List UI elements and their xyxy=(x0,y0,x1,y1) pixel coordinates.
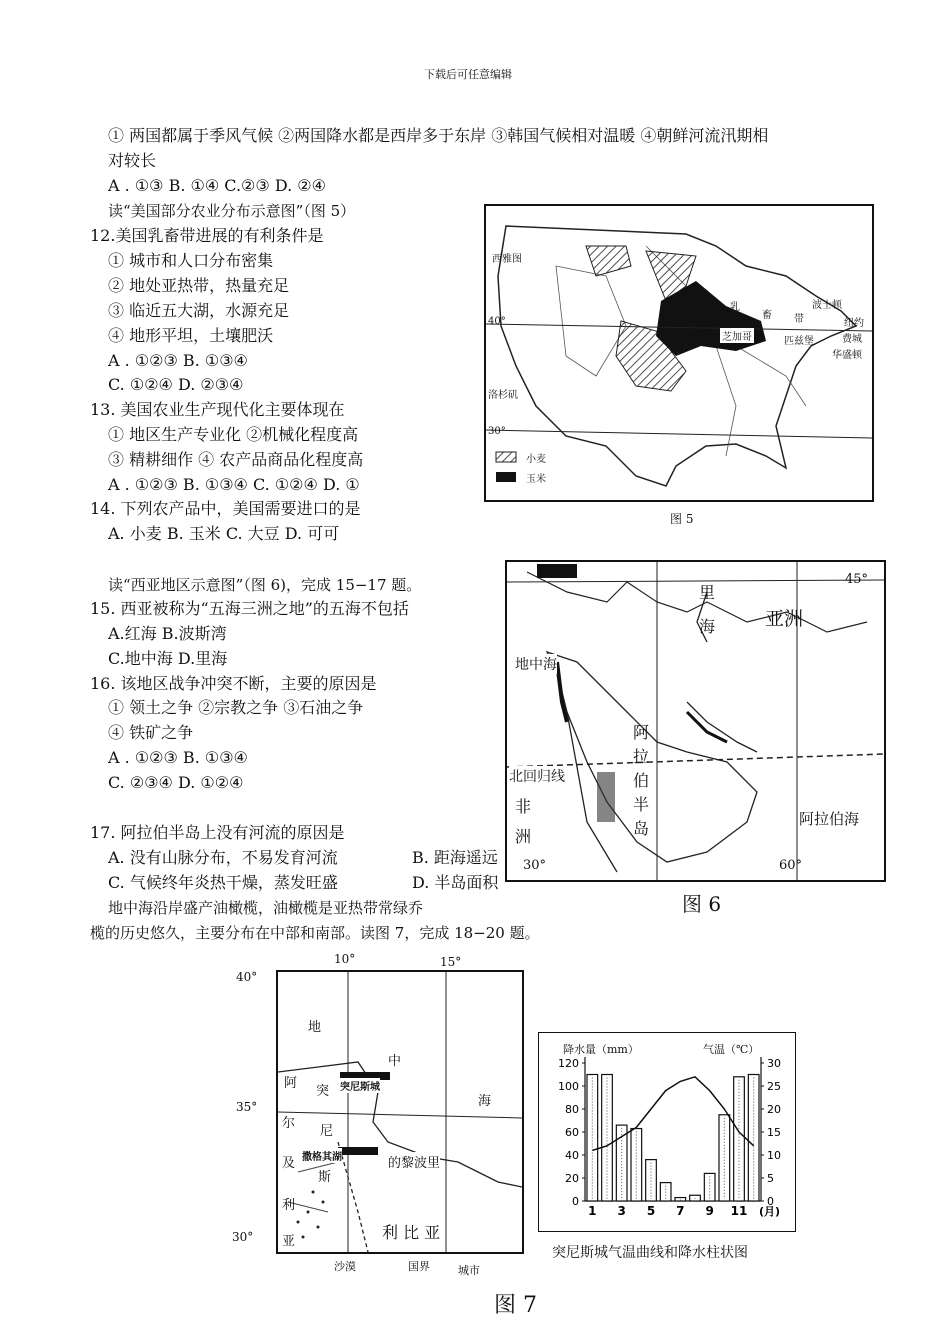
right-tick-label: 30 xyxy=(767,1057,781,1070)
q13-answers: A . ①②③ B. ①③④ C. ①②④ D. ① xyxy=(108,475,360,494)
north-africa-map-drawing xyxy=(278,972,522,1252)
wheat-legend-swatch xyxy=(496,452,516,462)
label-tunis-city: 突尼斯城 xyxy=(340,1078,380,1093)
label-arabia-2: 拉 xyxy=(633,747,650,766)
label-lon-60: 60° xyxy=(779,858,803,873)
corn-legend-swatch xyxy=(496,472,516,482)
q16-option-2: ④ 铁矿之争 xyxy=(108,723,194,742)
month-tick-label: 5 xyxy=(646,1204,656,1218)
legend-corn-label: 玉米 xyxy=(526,474,546,485)
label-philadelphia: 费城 xyxy=(842,334,862,345)
label-washington: 华盛顿 xyxy=(832,350,862,361)
label-arabia-3: 伯 xyxy=(633,771,650,790)
fig7-lon-10: 10° xyxy=(334,952,356,966)
label-dairy-1: 乳 xyxy=(730,302,740,313)
fig6-intro: 读“西亚地区示意图”（图 6)，完成 15−17 题。 xyxy=(108,576,422,594)
q16-stem: 16. 该地区战争冲突不断，主要的原因是 xyxy=(90,674,377,693)
legend-desert: 沙漠 xyxy=(334,1260,356,1273)
q15-options-ab: A.红海 B.波斯湾 xyxy=(108,624,227,643)
q14-stem: 14. 下列农产品中，美国需要进口的是 xyxy=(90,499,361,518)
right-tick-label: 15 xyxy=(767,1126,781,1139)
label-dairy-3: 带 xyxy=(794,314,804,325)
label-arabia-1: 阿 xyxy=(633,723,650,742)
label-seattle: 西雅图 xyxy=(492,254,522,265)
fig7-north-africa-map xyxy=(276,970,524,1254)
left-tick-label: 60 xyxy=(565,1126,579,1139)
label-arabia-5: 岛 xyxy=(633,819,650,838)
label-lat-40: 40° xyxy=(488,316,506,327)
q13-option-2: ③ 精耕细作 ④ 农产品商品化程度高 xyxy=(108,450,364,469)
left-tick-label: 40 xyxy=(565,1149,579,1162)
left-tick-label: 120 xyxy=(558,1057,579,1070)
q15-options-cd: C.地中海 D.里海 xyxy=(108,649,228,668)
q13-stem: 13. 美国农业生产现代化主要体现在 xyxy=(90,400,345,419)
q12-option-4: ④ 地形平坦，土壤肥沃 xyxy=(108,326,274,345)
right-tick-label: 20 xyxy=(767,1103,781,1116)
q12-option-2: ② 地处亚热带，热量充足 xyxy=(108,276,290,295)
q17-stem: 17. 阿拉伯半岛上没有河流的原因是 xyxy=(90,823,345,842)
fig7-caption: 图 7 xyxy=(494,1293,537,1318)
fig7-lon-15: 15° xyxy=(440,955,462,969)
q12-option-3: ③ 临近五大湖，水源充足 xyxy=(108,301,290,320)
precip-bar xyxy=(690,1195,701,1201)
label-si: 斯 xyxy=(318,1170,332,1185)
label-tropic-of-cancer: 北回归线 xyxy=(509,766,565,786)
legend-wheat-label: 小麦 xyxy=(526,454,546,465)
olive-text-line2: 榄的历史悠久，主要分布在中部和南部。读图 7，完成 18−20 题。 xyxy=(90,924,540,942)
month-tick-label: 9 xyxy=(705,1204,714,1218)
label-hai: 海 xyxy=(478,1094,492,1109)
q17-option-d: D. 半岛面积 xyxy=(412,873,499,892)
label-caspian-2: 海 xyxy=(699,617,716,636)
q11-statement-cont: 对较长 xyxy=(108,151,157,170)
label-africa-2: 洲 xyxy=(515,827,532,846)
q16-option-1: ① 领土之争 ②宗教之争 ③石油之争 xyxy=(108,698,364,717)
q17-option-a: A. 没有山脉分布，不易发育河流 xyxy=(108,848,338,867)
right-tick-label: 5 xyxy=(767,1172,774,1185)
climate-right-axis-label: 气温（℃） xyxy=(703,1043,760,1056)
label-asia: 亚洲 xyxy=(765,608,804,630)
left-tick-label: 20 xyxy=(565,1172,579,1185)
label-a: 阿 xyxy=(284,1076,298,1091)
label-ya: 亚 xyxy=(282,1234,296,1249)
label-africa-1: 非 xyxy=(515,797,532,816)
label-lat-30: 30° xyxy=(488,426,506,437)
label-mediterranean: 地中海 xyxy=(515,654,557,674)
label-tu: 突 xyxy=(316,1084,330,1099)
q11-options: A . ①③ B. ①④ C.②③ D. ②④ xyxy=(108,176,326,195)
climate-chart-panel xyxy=(538,1032,796,1232)
left-tick-label: 0 xyxy=(572,1195,579,1208)
q11-statement: ① 两国都属于季风气候 ②两国降水都是西岸多于东岸 ③韩国气候相对温暖 ④朝鲜河流汛期相 xyxy=(108,126,769,145)
label-er: 尔 xyxy=(282,1116,296,1131)
label-dairy-2: 畜 xyxy=(762,310,772,321)
month-tick-label: 1 xyxy=(588,1204,597,1218)
right-tick-label: 0 xyxy=(767,1195,774,1208)
q12-option-1: ① 城市和人口分布密集 xyxy=(108,251,274,270)
month-tick-label: 3 xyxy=(617,1204,626,1218)
label-chicago: 芝加哥 xyxy=(720,328,754,343)
right-tick-label: 25 xyxy=(767,1080,781,1093)
olive-text-line1: 地中海沿岸盛产油橄榄，油橄榄是亚热带常绿乔 xyxy=(108,899,424,917)
label-newyork: 纽约 xyxy=(844,318,864,329)
climate-left-axis-label: 降水量（mm） xyxy=(563,1043,639,1056)
q15-stem: 15. 西亚被称为“五海三洲之地”的五海不包括 xyxy=(90,599,409,618)
q12-answers-cd: C. ①②④ D. ②③④ xyxy=(108,375,244,394)
climate-chart-caption: 突尼斯城气温曲线和降水柱状图 xyxy=(552,1245,748,1261)
label-lake: 撒格其湖 xyxy=(302,1148,342,1163)
fig6-caption: 图 6 xyxy=(682,892,722,916)
label-zhong: 中 xyxy=(388,1054,402,1069)
q17-option-b: B. 距海遥远 xyxy=(412,848,498,867)
label-arabian-sea: 阿拉伯海 xyxy=(799,810,860,828)
fig6-west-asia-map xyxy=(505,560,886,882)
fig7-lat-35: 35° xyxy=(236,1100,258,1114)
label-ni: 尼 xyxy=(320,1124,334,1139)
page-header: 下载后可任意编辑 xyxy=(424,68,512,81)
fig5-us-agriculture-map xyxy=(484,204,874,502)
label-lat-45: 45° xyxy=(845,572,869,587)
q13-option-1: ① 地区生产专业化 ②机械化程度高 xyxy=(108,425,359,444)
label-li: 利 xyxy=(282,1198,296,1213)
q12-answers-ab: A . ①②③ B. ①③④ xyxy=(108,351,248,370)
left-tick-label: 100 xyxy=(558,1080,579,1093)
label-ji: 及 xyxy=(282,1156,296,1171)
q12-stem: 12.美国乳畜带进展的有利条件是 xyxy=(90,226,324,245)
right-tick-label: 10 xyxy=(767,1149,781,1162)
precip-bar xyxy=(704,1173,715,1201)
q17-option-c: C. 气候终年炎热干燥，蒸发旺盛 xyxy=(108,873,338,892)
west-asia-map-drawing xyxy=(507,562,884,880)
q16-answers-ab: A . ①②③ B. ①③④ xyxy=(108,748,248,767)
climate-chart xyxy=(539,1033,795,1231)
q16-answers-cd: C. ②③④ D. ①②④ xyxy=(108,773,244,792)
legend-city: 城市 xyxy=(458,1264,480,1277)
left-tick-label: 80 xyxy=(565,1103,579,1116)
fig7-lat-30: 30° xyxy=(232,1230,254,1244)
label-caspian-1: 里 xyxy=(699,583,716,602)
q14-answers: A. 小麦 B. 玉米 C. 大豆 D. 可可 xyxy=(108,524,340,543)
legend-border: 国界 xyxy=(408,1260,430,1273)
label-libya: 利 比 亚 xyxy=(382,1223,441,1242)
month-tick-label: 11 xyxy=(730,1204,748,1218)
label-di: 地 xyxy=(308,1020,322,1035)
label-pittsburgh: 匹兹堡 xyxy=(784,336,814,347)
fig5-caption: 图 5 xyxy=(670,512,694,526)
label-tripoli: 的黎波里 xyxy=(388,1152,440,1171)
label-lon-30: 30° xyxy=(523,858,547,873)
label-boston: 波士顿 xyxy=(812,300,842,311)
label-arabia-4: 半 xyxy=(633,795,650,814)
label-los-angeles: 洛杉矶 xyxy=(488,390,518,401)
month-unit-label: (月) xyxy=(759,1205,781,1218)
fig7-lat-40: 40° xyxy=(236,970,258,984)
fig5-intro: 读“美国部分农业分布示意图”（图 5） xyxy=(108,202,356,220)
month-tick-label: 7 xyxy=(676,1204,685,1218)
